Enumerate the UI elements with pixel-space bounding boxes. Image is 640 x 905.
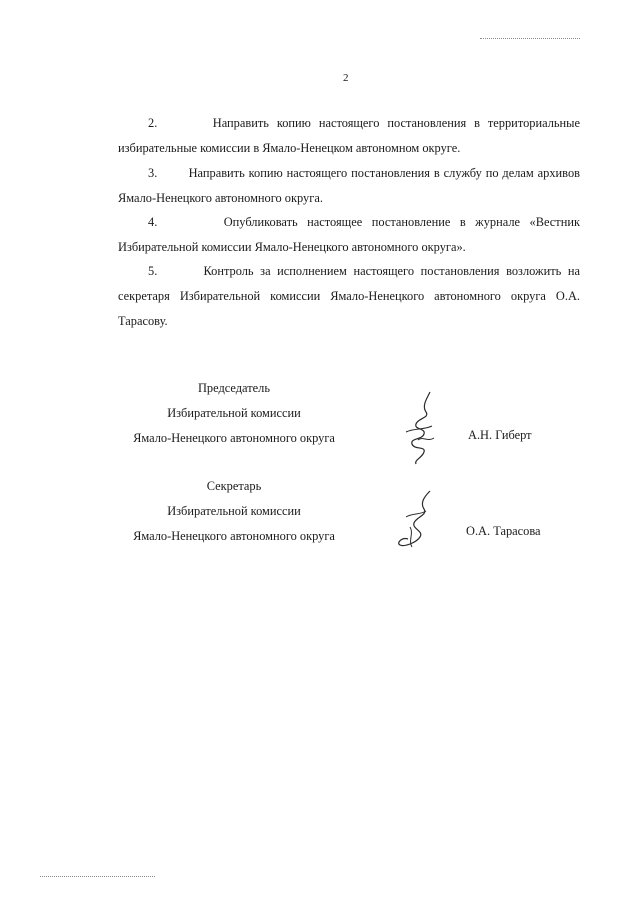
position-region: Ямало-Ненецкого автономного округа [133, 529, 335, 543]
position-title: Секретарь [206, 479, 262, 493]
paragraph-text: Направить копию настоящего постановления в службу по делам архивов Ямало-Ненецкого автономного округа. [118, 166, 580, 205]
page-number: 2 [343, 72, 349, 84]
chairman-name: А.Н. Гиберт [468, 428, 532, 442]
chairman-position [100, 376, 368, 451]
paragraph-4 [118, 210, 580, 260]
secretary-position [100, 474, 368, 549]
position-title: Председатель [197, 381, 270, 395]
paragraph-text: Направить копию настоящего постановления в территориальные избирательные комиссии в Ямало-Ненецком автономном округе. [118, 116, 580, 155]
paragraph-2 [118, 111, 580, 161]
paragraph-number: 4. [148, 215, 158, 229]
position-org: Избирательной комиссии [167, 504, 301, 518]
paragraph-text: Контроль за исполнением настоящего постановления возложить на секретаря Избирательной комиссии Ямало-Ненецкого автономного округа О.А. Тарасову. [118, 264, 580, 328]
paragraph-number: 3. [148, 166, 158, 180]
paragraph-number: 2. [148, 116, 158, 130]
scan-artifact-top [480, 38, 580, 40]
position-region: Ямало-Ненецкого автономного округа [133, 431, 335, 445]
chairman-signature [396, 388, 452, 468]
paragraph-number: 5. [148, 264, 158, 278]
paragraph-5 [118, 259, 580, 334]
secretary-signature [390, 487, 446, 555]
position-org: Избирательной комиссии [167, 406, 301, 420]
paragraph-3 [118, 161, 580, 211]
paragraph-text: Опубликовать настоящее постановление в журнале «Вестник Избирательной комиссии Ямало-Ненецкого автономного округа». [118, 215, 580, 254]
scan-artifact-bottom [40, 876, 155, 878]
secretary-name: О.А. Тарасова [466, 524, 541, 538]
